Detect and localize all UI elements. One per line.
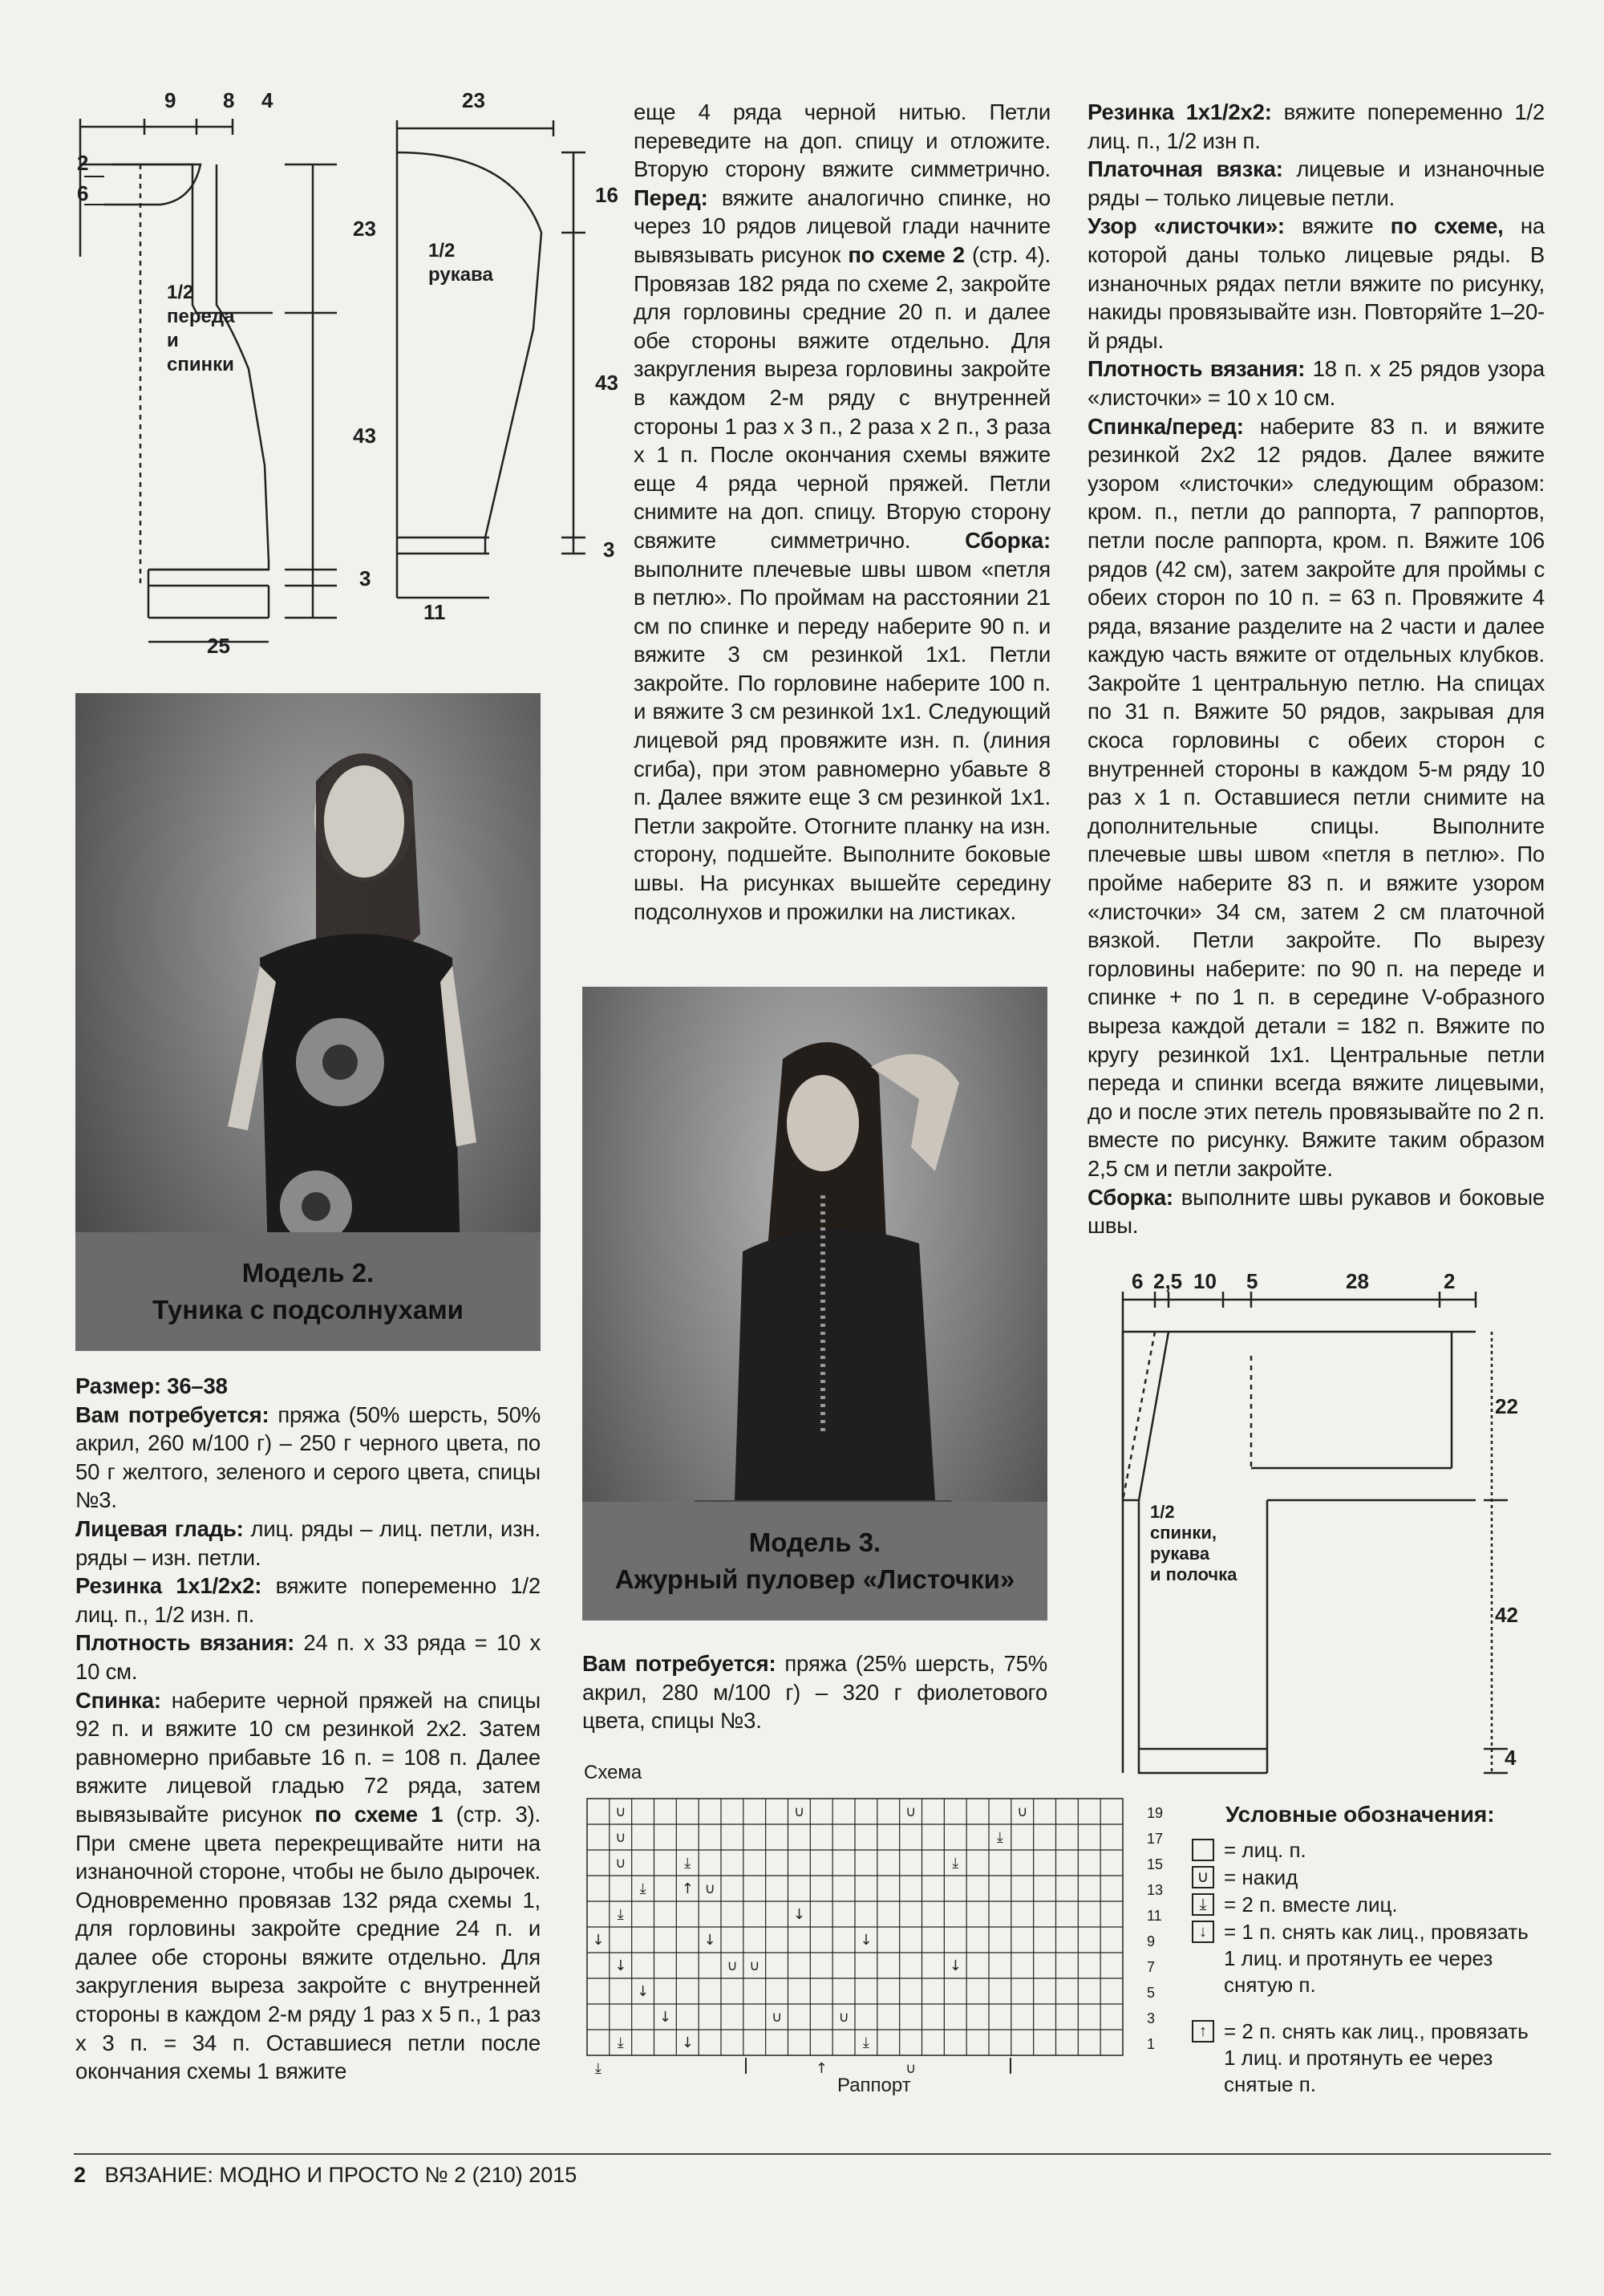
- assembly-text: выполните плечевые швы швом «петля в петлю». По проймам на расстоянии 21 см по спинке и переду наберите 90 п. и вяжите 3 см резинкой 1х1. Петли закройте. По горловине наберите 100 п. и вяжите 3 см резинкой 1х1. Следующий лицевой ряд провяжите изн. п. (линия сгиба), при этом равномерно убавьте 8 п. Далее вяжите еще 3 см резинкой 1х1. Петли закройте. Отогните планку на изн. сторону, подшейте. Выполните боковые швы. На рисунках вышейте середину подсолнухов и прожилки на листиках.: [634, 556, 1051, 924]
- diagram-front-back: [72, 88, 377, 666]
- size-label: Размер: 36–38: [75, 1373, 228, 1398]
- footer: [74, 2163, 577, 2188]
- backfront-text: наберите 83 п. и вяжите резинкой 2х2 12 рядов. Далее вяжите узором «листочки» следующим образом: кром. п., петли до раппорта, 7 раппортов, петли после раппорта, кром. п. Вяжите 106 рядов (42 см), затем закройте для проймы с обеих сторон по 10 п. = 63 п. Провяжите 4 ряда, вязание разделите на 2 части и далее каждую часть вяжите от отдельных клубков. Закройте 1 центральную петлю. На спицах по 31 п. Вяжите 50 рядов, закрывая для скоса горловины с обеих сторон с внутренней стороны в каждом 5-м ряду 10 раз х 1 п. Оставшиеся петли снимите на дополнительные спицы. Выполните плечевые швы швом «петля в петлю». По пройме наберите 83 п. и вяжите узором «листочки» 34 см, затем 2 см платочной вязкой. Петли закройте. По вырезу горловины наберите: по 90 п. на переде и спинке + по 1 п. в середине V-образного выреза каждой детали = 182 п. Вяжите по кругу резинкой 1х1. Центральные петли переда и спинки всегда вяжите лицевыми, до и после этих петель провязывайте по 2 п. вместе по рисунку. Вяжите таким образом 2,5 см и петли закройте.: [1088, 413, 1545, 1181]
- back-text-2: (стр. 3). При смене цвета перекрещивайте нити на изнаночной стороне, чтобы не было дырочек. Одновременно провязав 132 ряда схемы 1, для горловины закройте средние 24 п. и далее обе стороны вяжите отдельно. Для закругления выреза закройте с внутренней стороны в каждом 2-м ряду 1 раз х 5 п., 1 раз х 3 п. = 34 п. Оставшиеся петли после окончания схемы 1 вяжите: [75, 1801, 541, 2084]
- stitch-symbol: ∪: [615, 1803, 626, 1820]
- leaves-text-1: вяжите: [1284, 213, 1391, 239]
- need-text-1: пряжа (50% шерсть, 50% акрил, 260 м/100 г) – 250 г черного цвета, по 50 г желтого, зеленого и серого цвета, спицы №3.: [75, 1402, 541, 1513]
- legend-item-sk2p: ↑ = 2 п. снять как лиц., провязать 1 лиц. и протянуть ее через снятые п.: [1192, 2018, 1529, 2098]
- diagram3-label: 1/2 спинки, рукава и полочка: [1150, 1502, 1237, 1584]
- backfront-label: Спинка/перед:: [1088, 413, 1244, 439]
- sleeve-dim-right-upper: 16: [595, 183, 618, 207]
- stitch-symbol: ∪: [793, 1803, 805, 1820]
- gauge-text-2: 18 п. х 25 рядов узора «листочки» = 10 х 10 см.: [1088, 356, 1545, 410]
- need-label-1: Вам потребуется:: [75, 1402, 269, 1427]
- stitch-symbol: ↓: [637, 1983, 650, 2000]
- sleeve-dim-cuff: 3: [603, 537, 615, 562]
- dim-right-lower: 43: [353, 424, 376, 448]
- sleeve-dim-right-lower: 43: [595, 371, 618, 395]
- pullover-dim-right-upper: 22: [1495, 1394, 1518, 1418]
- stitch-symbol: ∪: [727, 1957, 738, 1974]
- diagram-sleeve: [393, 104, 618, 618]
- stitch-symbol: ⤓: [594, 2060, 602, 2077]
- gauge-label-1: Плотность вязания:: [75, 1630, 295, 1656]
- photo2-caption-line1: Модель 3.: [748, 1527, 881, 1557]
- dim-rib: 3: [359, 566, 371, 590]
- need-label-2: Вам потребуется:: [582, 1651, 776, 1676]
- legend-item-knit: = лиц. п.: [1192, 1837, 1529, 1864]
- back-scheme: по схеме 1: [314, 1801, 444, 1827]
- stitch-symbol: ⤓: [862, 2034, 869, 2051]
- photo1-caption-line1: Модель 2.: [241, 1258, 375, 1288]
- gauge-label-2: Плотность вязания:: [1088, 356, 1306, 382]
- stitch-symbol: ↓: [860, 1932, 873, 1949]
- legend-title: Условные обозначения:: [1225, 1802, 1495, 1827]
- yarn-over-icon: ∪: [1192, 1866, 1214, 1888]
- dim-right-upper: 23: [353, 217, 376, 241]
- back-text-1: наберите черной пряжей на спицы 92 п. и вяжите 10 см резинкой 2х2. Затем равномерно прибавьте 16 п. = 108 п. Далее вяжите лицевой гладью 72 ряда, затем вывязывайте рисунок: [75, 1687, 541, 1827]
- diagram1-label: 1/2 переда и спинки: [167, 282, 235, 375]
- assembly-label: Сборка:: [965, 527, 1051, 553]
- rib-text-1: вяжите попеременно 1/2 лиц. п., 1/2 изн. п.: [75, 1573, 541, 1627]
- need-text-2: пряжа (25% шерсть, 75% акрил, 280 м/100 г) – 320 г фиолетового цвета, спицы №3.: [582, 1651, 1047, 1734]
- back-label: Спинка:: [75, 1687, 161, 1713]
- scheme-row-numbers: 19 17 15 13 11 9 7 5 3 1: [1147, 1805, 1164, 2052]
- stitch-symbol: ∪: [704, 1880, 715, 1897]
- pullover-dim-6: 2: [1444, 1269, 1456, 1293]
- front-text-1: вяжите аналогично спинке, но через 10 рядов лицевой глади начните вывязывать рисунок: [634, 185, 1051, 267]
- photo1-caption: [75, 1232, 541, 1351]
- stitch-symbol: ↓: [658, 2009, 671, 2026]
- assembly-text-2: выполните швы рукавов и боковые швы.: [1088, 1184, 1545, 1239]
- photo1-caption-line2: Туника с подсолнухами: [152, 1295, 464, 1324]
- front-label: Перед:: [634, 185, 708, 210]
- page-number: 2: [74, 2163, 87, 2187]
- stitch-symbol: ↓: [703, 1932, 716, 1949]
- stitch-symbol: ↓: [614, 1957, 627, 1974]
- pullover-dim-4: 5: [1246, 1269, 1258, 1293]
- stockinette-label: Лицевая гладь:: [75, 1515, 244, 1541]
- knit-icon: [1192, 1839, 1214, 1861]
- sleeve-dim-bottom: 11: [423, 600, 446, 624]
- leaves-text-2: на которой даны только лицевые ряды. В изнаночных рядах петли вяжите по рисунку, накиды провязывайте изн. Повторяйте 1–20-й ряды.: [1088, 213, 1545, 353]
- assembly-label-2: Сборка:: [1088, 1184, 1173, 1210]
- pullover-dim-1: 6: [1132, 1269, 1144, 1293]
- col1-text: [75, 1372, 541, 2086]
- photo2-caption-line2: Ажурный пуловер «Листочки»: [614, 1564, 1015, 1594]
- repeat-label: Раппорт: [837, 2075, 911, 2096]
- stitch-symbol: ∪: [838, 2009, 849, 2026]
- stitch-symbol: ⤓: [617, 1906, 624, 1923]
- front-scheme: по схеме 2: [848, 241, 965, 267]
- photo-model-2: [75, 693, 541, 1351]
- stitch-symbol: ↑: [815, 2060, 828, 2077]
- stockinette-text: лиц. ряды – лиц. петли, изн. ряды – изн. петли.: [75, 1515, 541, 1570]
- sleeve-dim-top: 23: [462, 88, 485, 112]
- leaves-scheme: по схеме,: [1390, 213, 1504, 239]
- legend-item-yarnover: ∪ = накид: [1192, 1864, 1529, 1891]
- k2tog-icon: ⤓: [1192, 1893, 1214, 1916]
- col2-needs: [582, 1649, 1047, 1735]
- dim-top-2: 8: [223, 88, 235, 112]
- stitch-symbol: ↓: [949, 1957, 962, 1974]
- garter-label: Платочная вязка:: [1088, 156, 1283, 182]
- pullover-dim-right-lower: 42: [1495, 1603, 1518, 1627]
- photo-model-3: [582, 987, 1047, 1621]
- sk2p-icon: ↑: [1192, 2020, 1214, 2042]
- stitch-symbol: ∪: [905, 2060, 917, 2077]
- dim-left-2: 6: [77, 181, 89, 205]
- pullover-dim-2: 2,5: [1153, 1269, 1183, 1293]
- col3-text: [1088, 98, 1545, 1240]
- dim-left-1: 2: [77, 151, 89, 175]
- stitch-symbol: ∪: [749, 1957, 760, 1974]
- leaves-label: Узор «листочки»:: [1088, 213, 1285, 239]
- stitch-symbol: ∪: [905, 1803, 917, 1820]
- stitch-symbol: ↓: [792, 1906, 805, 1923]
- stitch-symbol: ⤓: [684, 1855, 691, 1872]
- stitch-symbol: ∪: [771, 2009, 783, 2026]
- legend-item-skp: ↓ = 1 п. снять как лиц., провязать 1 лиц. и протянуть ее через снятую п.: [1192, 1919, 1529, 1998]
- dim-top-1: 9: [164, 88, 176, 112]
- rib-label-1: Резинка 1х1/2х2:: [75, 1573, 262, 1599]
- rib-label-2: Резинка 1х1/2х2:: [1088, 99, 1272, 124]
- gauge-text-1: 24 п. х 33 ряда = 10 х 10 см.: [75, 1630, 541, 1684]
- stitch-symbol: ∪: [1017, 1803, 1028, 1820]
- stitch-symbol: ↑: [681, 1880, 694, 1897]
- stitch-symbol: ⤓: [617, 2034, 624, 2051]
- pullover-dim-3: 10: [1193, 1269, 1217, 1293]
- scheme-grid: [585, 1797, 1147, 2094]
- rib-text-2: вяжите попеременно 1/2 лиц. п., 1/2 изн п.: [1088, 99, 1545, 153]
- legend-item-k2tog: ⤓ = 2 п. вместе лиц.: [1192, 1892, 1529, 1918]
- pullover-dim-bottom: 4: [1505, 1746, 1517, 1770]
- stitch-symbol: ⤓: [639, 1880, 646, 1897]
- stitch-symbol: ↓: [592, 1932, 605, 1949]
- stitch-symbol: ∪: [615, 1829, 626, 1846]
- dim-top-3: 4: [261, 88, 273, 112]
- dim-bottom-width: 25: [207, 634, 230, 658]
- stitch-symbol: ↓: [681, 2034, 694, 2051]
- magazine-title: ВЯЗАНИЕ: МОДНО И ПРОСТО № 2 (210) 2015: [104, 2163, 577, 2187]
- garter-text: лицевые и изнаночные ряды – только лицевые петли.: [1088, 156, 1545, 210]
- stitch-symbol: ⤓: [996, 1829, 1003, 1846]
- pullover-dim-5: 28: [1346, 1269, 1369, 1293]
- footer-rule: [74, 2153, 1551, 2155]
- photo2-caption: [582, 1502, 1047, 1621]
- col2-text: [634, 98, 1051, 926]
- stitch-symbol: ∪: [615, 1855, 626, 1872]
- col2-intro: еще 4 ряда черной нитью. Петли переведите на доп. спицу и отложите. Вторую сторону вяжите симметрично.: [634, 99, 1051, 182]
- stitch-symbol: ⤓: [952, 1855, 959, 1872]
- diagram2-label: 1/2 рукава: [428, 240, 493, 286]
- scheme-title: Схема: [584, 1762, 642, 1783]
- skp-icon: ↓: [1192, 1921, 1214, 1943]
- front-text-2: (стр. 4). Провязав 182 ряда по схеме 2, закройте для горловины средние 20 п. и далее обе стороны вяжите отдельно. Для закругления выреза горловины закройте в каждом 2-м ряду с внутренней стороны 1 раз х 3 п., 2 раза х 2 п., 3 раза х 1 п. После окончания схемы вяжите еще 4 ряда черной пряжей. Петли снимите на доп. спицу. Вторую сторону свяжите симметрично.: [634, 241, 1051, 553]
